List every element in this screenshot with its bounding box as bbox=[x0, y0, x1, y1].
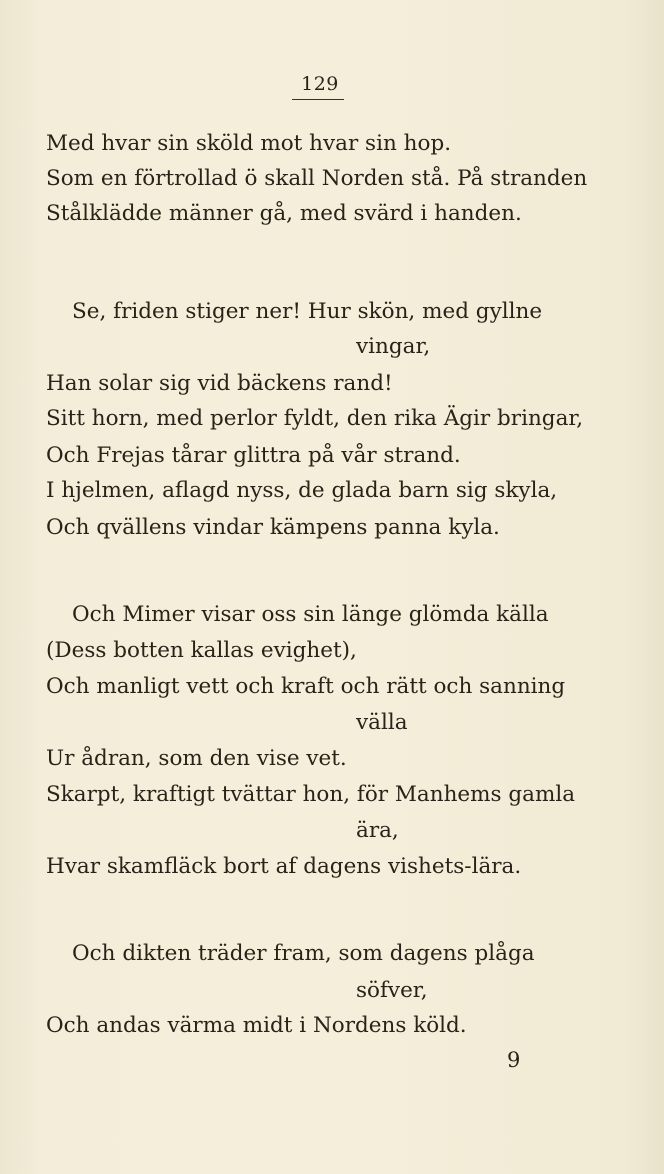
verse-line: Sitt horn, med perlor fyldt, den rika Ägir bringar, bbox=[46, 406, 584, 431]
verse-line-turnover: söfver, bbox=[356, 978, 428, 1003]
verse-line: Hvar skamfläck bort af dagens vishets-lära. bbox=[46, 854, 522, 879]
verse-line-turnover: ära, bbox=[356, 818, 399, 843]
signature-mark: 9 bbox=[507, 1048, 521, 1072]
verse-line-turnover: välla bbox=[356, 710, 408, 735]
verse-line: Och Mimer visar oss sin länge glömda källa bbox=[72, 602, 549, 627]
verse-line: Och Frejas tårar glittra på vår strand. bbox=[46, 443, 461, 468]
verse-line: Och andas värma midt i Nordens köld. bbox=[46, 1013, 467, 1038]
verse-line: Som en förtrollad ö skall Norden stå. På stranden bbox=[46, 166, 588, 191]
verse-line: Och qvällens vindar kämpens panna kyla. bbox=[46, 515, 500, 540]
verse-line: Ur ådran, som den vise vet. bbox=[46, 746, 347, 771]
page-number-rule bbox=[292, 99, 344, 100]
verse-line: Och manligt vett och kraft och rätt och sanning bbox=[46, 674, 566, 699]
verse-line: Och dikten träder fram, som dagens plåga bbox=[72, 941, 535, 966]
verse-line: Skarpt, kraftigt tvättar hon, för Manhems gamla bbox=[46, 782, 576, 807]
verse-line: Med hvar sin sköld mot hvar sin hop. bbox=[46, 131, 452, 156]
verse-line: Han solar sig vid bäckens rand! bbox=[46, 371, 393, 396]
verse-line: Se, friden stiger ner! Hur skön, med gyllne bbox=[72, 299, 543, 324]
verse-line: I hjelmen, aflagd nyss, de glada barn sig skyla, bbox=[46, 478, 558, 503]
verse-line: Stålklädde männer gå, med svärd i handen. bbox=[46, 201, 522, 226]
page-number: 129 bbox=[301, 73, 339, 95]
verse-line-turnover: vingar, bbox=[356, 334, 431, 359]
verse-line: (Dess botten kallas evighet), bbox=[46, 638, 357, 663]
